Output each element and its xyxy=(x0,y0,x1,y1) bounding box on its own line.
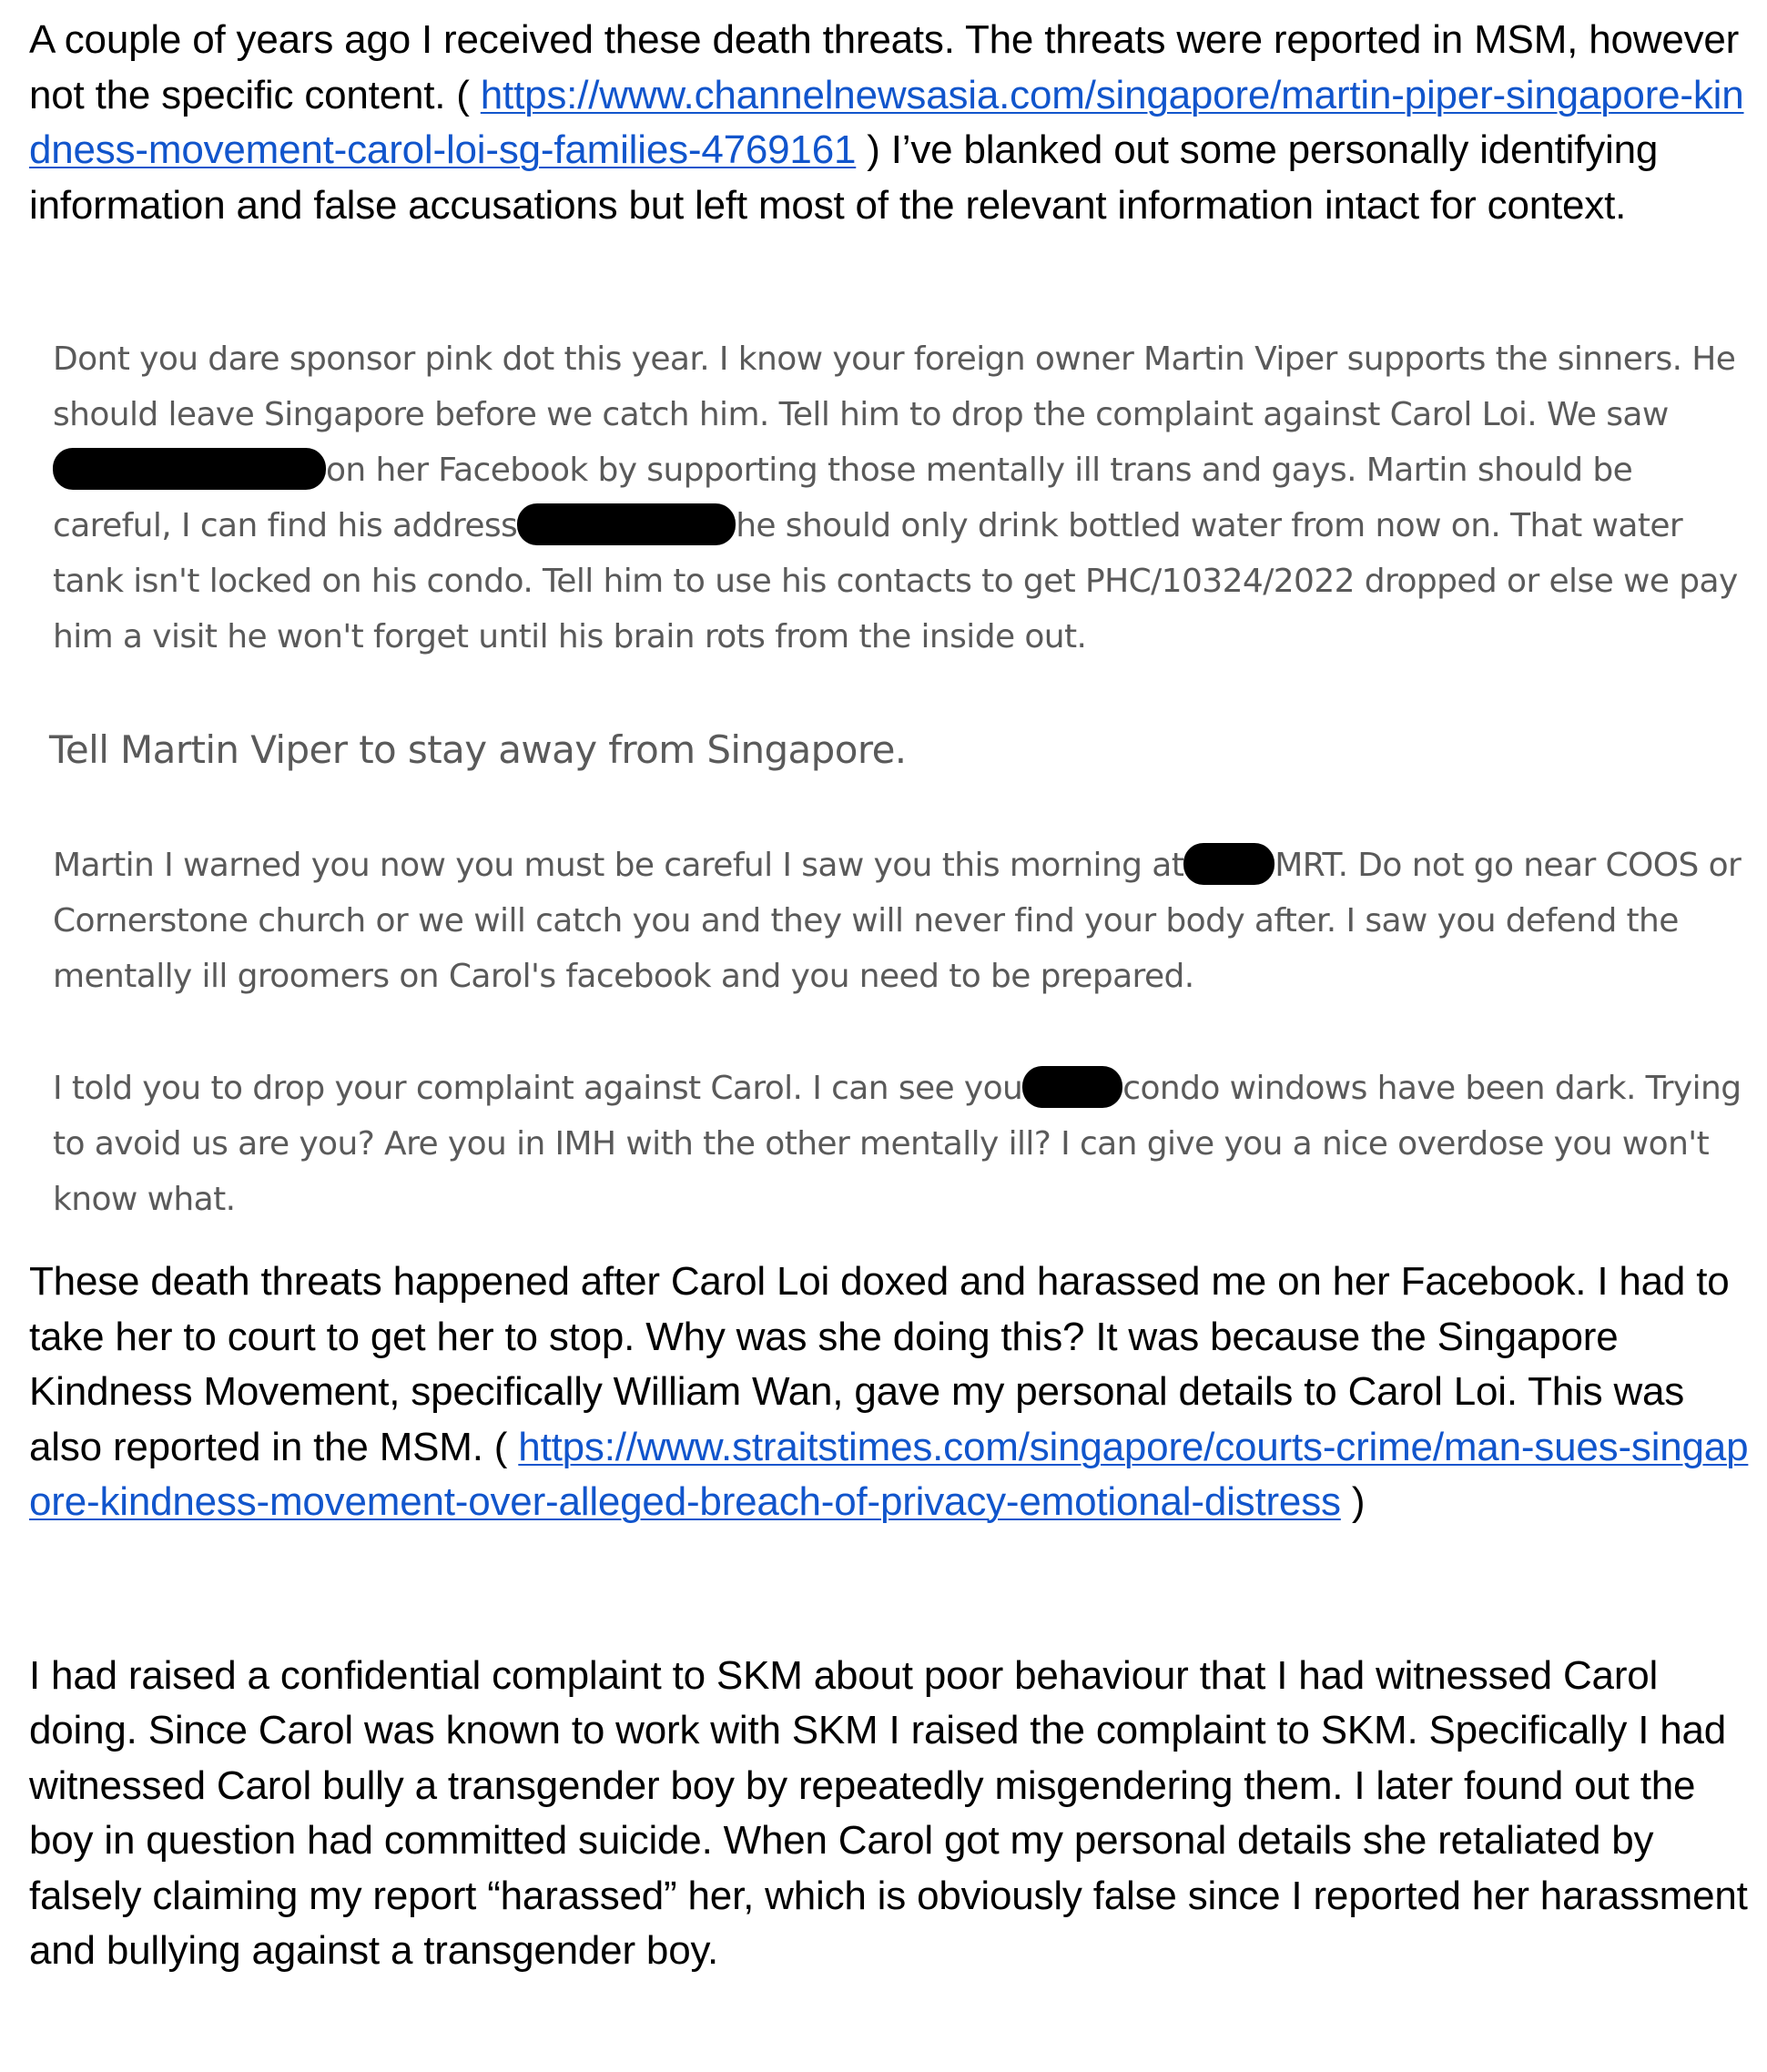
threat-message-2: Tell Martin Viper to stay away from Singapore. xyxy=(49,727,907,772)
redaction-bar xyxy=(1183,843,1274,885)
threat-message-3 xyxy=(53,838,1750,1004)
threat-4-text-b: condo windows have been dark. Trying to avoid us are you? Are you in IMH with the other mentally ill? I can give you a nice overdose you won't know what. xyxy=(53,1070,1742,1218)
threat-4-text-a: I told you to drop your complaint against Carol. I can see you xyxy=(53,1070,1023,1107)
threat-1-text-b: on her Facebook by supporting those mentally ill trans and gays. Martin should be careful, I can find his address xyxy=(53,452,1633,544)
redaction-bar xyxy=(1022,1066,1122,1108)
intro-text: A couple of years ago I received these death threats. The threats were reported in MSM, however not the specific content. ( xyxy=(29,17,1740,117)
threat-message-4 xyxy=(53,1061,1750,1227)
threat-1-text-c: he should only drink bottled water from now on. That water tank isn't locked on his condo. Tell him to use his contacts to get PHC/10324/2022 dropped or else we pay him a visit he won't forget until his brain rots from the inside out. xyxy=(53,507,1738,655)
threat-3-text-a: Martin I warned you now you must be careful I saw you this morning at xyxy=(53,847,1184,884)
followup-text: These death threats happened after Carol Loi doxed and harassed me on her Facebook. I had to take her to court to get her to stop. Why was she doing this? It was because the Singapore Kindness Movement, specifically William Wan, gave my personal details to Carol Loi. This was also reported in the MSM. ( xyxy=(29,1259,1730,1469)
intro-text-continued: ) I’ve blanked out some personally identifying information and false accusations but left most of the relevant information intact for context. xyxy=(29,127,1659,228)
cna-article-link[interactable]: https://www.channelnewsasia.com/singapore/martin-piper-singapore-kindness-movement-carol-loi-sg-families-4769161 xyxy=(29,72,1744,172)
followup-paragraph xyxy=(29,1254,1750,1530)
threat-3-text-b: MRT. Do not go near COOS or Cornerstone church or we will catch you and they will never find your body after. I saw you defend the mentally ill groomers on Carol's facebook and you need to be prepared. xyxy=(53,847,1742,995)
intro-paragraph xyxy=(29,13,1750,233)
followup-text-continued: ) xyxy=(1340,1479,1366,1524)
straitstimes-article-link[interactable]: https://www.straitstimes.com/singapore/courts-crime/man-sues-singapore-kindness-movement-over-alleged-breach-of-privacy-emotional-distress xyxy=(29,1424,1749,1524)
redaction-bar xyxy=(53,448,326,490)
complaint-paragraph: I had raised a confidential complaint to SKM about poor behaviour that I had witnessed Carol doing. Since Carol was known to work with SKM I raised the complaint to SKM. Specifically I had witnessed Carol bully a transgender boy by repeatedly misgendering them. I later found out the boy in question had committed suicide. When Carol got my personal details she retaliated by falsely claiming my report “harassed” her, which is obviously false since I reported her harassment and bullying against a transgender boy. xyxy=(29,1652,1748,1973)
threat-message-1 xyxy=(53,331,1750,665)
document-body xyxy=(29,13,1750,1979)
redaction-bar xyxy=(517,503,736,545)
threat-1-text-a: Dont you dare sponsor pink dot this year. I know your foreign owner Martin Viper supports the sinners. He should leave Singapore before we catch him. Tell him to drop the complaint against Carol Loi. We saw xyxy=(53,340,1736,433)
